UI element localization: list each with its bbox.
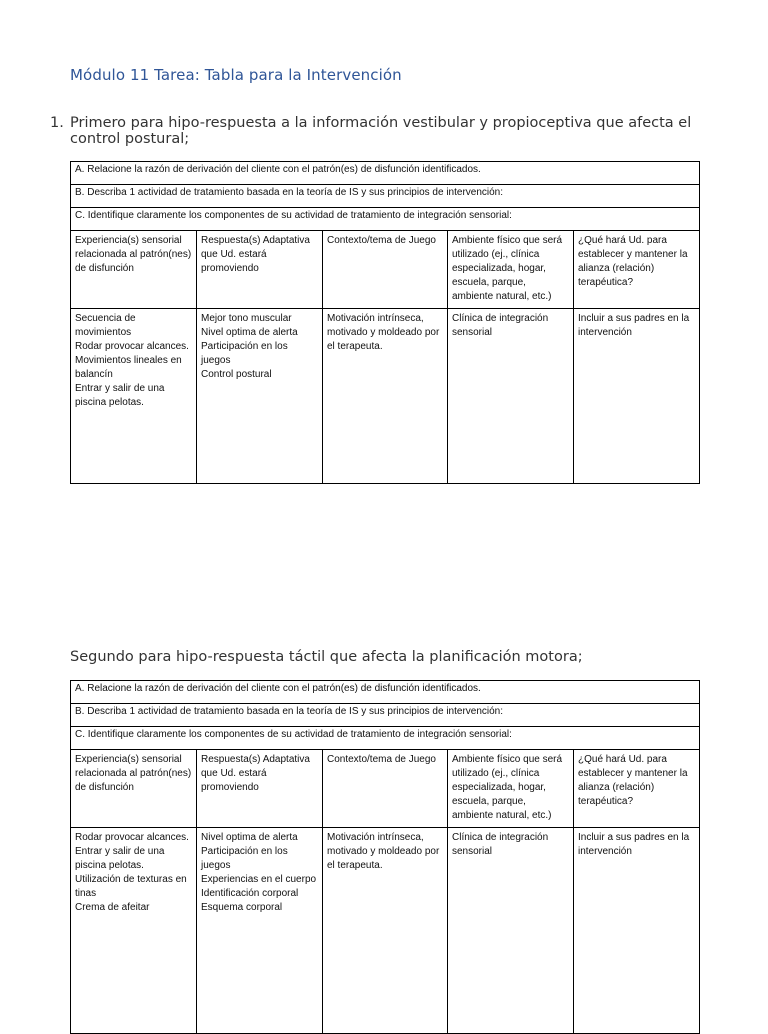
table-2-header-adaptive: Respuesta(s) Adaptativa que Ud. estará promoviendo <box>197 750 323 828</box>
table-1-cell-environment <box>448 309 574 484</box>
section-1-number: 1. <box>50 115 64 131</box>
table-2-row-c: C. Identifique claramente los componentes de su actividad de tratamiento de integración sensorial: <box>71 727 700 750</box>
cell-line: Entrar y salir de una piscina pelotas. <box>75 846 165 871</box>
table-2-row-b: B. Describa 1 actividad de tratamiento basada en la teoría de IS y sus principios de intervención: <box>71 704 700 727</box>
intervention-table-1 <box>70 161 700 484</box>
table-2-header-context: Contexto/tema de Juego <box>323 750 448 828</box>
cell-line: Incluir a sus padres en la intervención <box>578 313 690 338</box>
table-1-cell-sensory <box>71 309 197 484</box>
table-1-row-c: C. Identifique claramente los componentes de su actividad de tratamiento de integración sensorial: <box>71 208 700 231</box>
cell-line: Incluir a sus padres en la intervención <box>578 832 690 857</box>
table-2-cell-context <box>323 828 448 1034</box>
table-1-header-adaptive: Respuesta(s) Adaptativa que Ud. estará promoviendo <box>197 231 323 309</box>
table-1-header-row <box>71 231 700 309</box>
section-2-heading: Segundo para hipo-respuesta táctil que afecta la planificación motora; <box>70 649 583 665</box>
table-2-cell-sensory <box>71 828 197 1034</box>
cell-line: Nivel optima de alerta <box>201 832 298 843</box>
table-2-answer-row <box>71 828 700 1034</box>
cell-line: Esquema corporal <box>201 902 283 913</box>
cell-line: Identificación corporal <box>201 888 299 899</box>
cell-line: Clínica de integración sensorial <box>452 313 549 338</box>
intervention-table-2 <box>70 680 700 1034</box>
cell-line: Rodar provocar alcances. <box>75 341 189 352</box>
cell-line: Crema de afeitar <box>75 902 150 913</box>
cell-line: Secuencia de movimientos <box>75 313 136 338</box>
table-2-cell-adaptive <box>197 828 323 1034</box>
table-1-header-alliance: ¿Qué hará Ud. para establecer y mantener la alianza (relación) terapéutica? <box>574 231 700 309</box>
cell-line: Clínica de integración sensorial <box>452 832 549 857</box>
table-1-row-a: A. Relacione la razón de derivación del cliente con el patrón(es) de disfunción identificados. <box>71 162 700 185</box>
table-1-header-sensory: Experiencia(s) sensorial relacionada al patrón(nes) de disfunción <box>71 231 197 309</box>
table-1-cell-alliance <box>574 309 700 484</box>
table-1-cell-context <box>323 309 448 484</box>
table-1-header-environment: Ambiente físico que será utilizado (ej., clínica especializada, hogar, escuela, parque, ambiente natural, etc.) <box>448 231 574 309</box>
cell-line: Nivel optima de alerta <box>201 327 298 338</box>
table-1-answer-row <box>71 309 700 484</box>
cell-line: Participación en los juegos <box>201 846 288 871</box>
table-2-row-a: A. Relacione la razón de derivación del cliente con el patrón(es) de disfunción identificados. <box>71 681 700 704</box>
table-2-header-environment: Ambiente físico que será utilizado (ej., clínica especializada, hogar, escuela, parque, ambiente natural, etc.) <box>448 750 574 828</box>
table-2-header-sensory: Experiencia(s) sensorial relacionada al patrón(nes) de disfunción <box>71 750 197 828</box>
table-1-header-context: Contexto/tema de Juego <box>323 231 448 309</box>
cell-line: Movimientos lineales en balancín <box>75 355 182 380</box>
cell-line: Rodar provocar alcances. <box>75 832 189 843</box>
cell-line: Entrar y salir de una piscina pelotas. <box>75 383 165 408</box>
table-2-cell-environment <box>448 828 574 1034</box>
table-1-row-b: B. Describa 1 actividad de tratamiento basada en la teoría de IS y sus principios de intervención: <box>71 185 700 208</box>
section-1-text: Primero para hipo-respuesta a la información vestibular y propioceptiva que afecta el control postural; <box>70 115 692 147</box>
cell-line: Participación en los juegos <box>201 341 288 366</box>
cell-line: Experiencias en el cuerpo <box>201 874 317 885</box>
section-1-heading <box>48 115 708 147</box>
cell-line: Mejor tono muscular <box>201 313 292 324</box>
cell-line: Motivación intrínseca, motivado y moldeado por el terapeuta. <box>327 313 440 352</box>
table-2-cell-alliance <box>574 828 700 1034</box>
table-1-cell-adaptive <box>197 309 323 484</box>
table-2-header-alliance: ¿Qué hará Ud. para establecer y mantener la alianza (relación) terapéutica? <box>574 750 700 828</box>
document-title: Módulo 11 Tarea: Tabla para la Intervención <box>70 66 402 84</box>
cell-line: Utilización de texturas en tinas <box>75 874 187 899</box>
table-2-header-row <box>71 750 700 828</box>
cell-line: Motivación intrínseca, motivado y moldeado por el terapeuta. <box>327 832 440 871</box>
cell-line: Control postural <box>201 369 272 380</box>
